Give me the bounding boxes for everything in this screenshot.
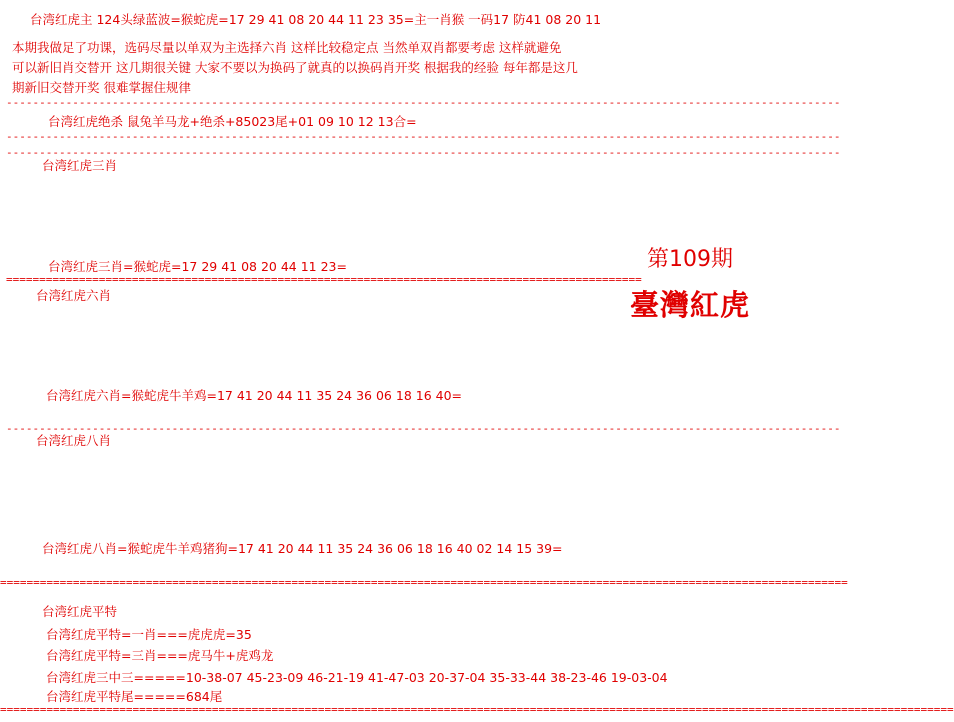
intro-line-1: 本期我做足了功课，选码尽量以单双为主选择六肖 这样比较稳定点 当然单双肖都要考虑 这样就避免 — [12, 40, 562, 55]
flat-zhong-san: 台湾红虎三中三=====10-38-07 45-23-09 46-21-19 41-47-03 20-37-04 35-33-44 38-23-46 19-03-04 — [46, 670, 668, 685]
six-result: 台湾红虎六肖=猴蛇虎牛羊鸡=17 41 20 44 11 35 24 36 06 18 16 40= — [46, 388, 462, 403]
section-title-six: 台湾红虎六肖 — [36, 288, 112, 303]
section-title-three: 台湾红虎三肖 — [42, 158, 118, 173]
divider: ================================================================================================ — [6, 273, 642, 286]
intro-line-2: 可以新旧肖交替开 这几期很关键 大家不要以为换码了就真的以换码肖开奖 根据我的经验 每年都是这几 — [12, 60, 578, 75]
divider: ================================================================================================================================================ — [0, 703, 954, 716]
flat-one: 台湾红虎平特=一肖===虎虎虎=35 — [46, 627, 252, 642]
eight-result: 台湾红虎八肖=猴蛇虎牛羊鸡猪狗=17 41 20 44 11 35 24 36 06 18 16 40 02 14 15 39= — [42, 541, 563, 556]
flat-tail: 台湾红虎平特尾=====684尾 — [46, 689, 223, 704]
kill-line: 台湾红虎绝杀 鼠兔羊马龙+绝杀+85023尾+01 09 10 12 13合= — [48, 114, 417, 129]
divider: ------------------------------------------------------------------------------------------------------------------------------ — [6, 146, 841, 159]
intro-line-3: 期新旧交替开奖 很难掌握住规律 — [12, 80, 191, 95]
divider: ------------------------------------------------------------------------------------------------------------------------------ — [6, 96, 841, 109]
divider: ------------------------------------------------------------------------------------------------------------------------------ — [6, 130, 841, 143]
header-line: 台湾红虎主 124头绿蓝波=猴蛇虎=17 29 41 08 20 44 11 23 35=主一肖猴 一码17 防41 08 20 11 — [30, 12, 602, 27]
divider: ================================================================================================================================ — [0, 576, 848, 589]
flat-title: 台湾红虎平特 — [42, 604, 118, 619]
section-title-eight: 台湾红虎八肖 — [36, 433, 112, 448]
flat-three: 台湾红虎平特=三肖===虎马牛+虎鸡龙 — [46, 648, 274, 663]
issue-badge — [630, 246, 750, 322]
brand-logo-text: 臺灣紅虎 — [630, 288, 751, 322]
divider: ------------------------------------------------------------------------------------------------------------------------------ — [6, 422, 841, 435]
issue-number: 第109期 — [647, 247, 733, 272]
three-result: 台湾红虎三肖=猴蛇虎=17 29 41 08 20 44 11 23= — [48, 259, 347, 274]
